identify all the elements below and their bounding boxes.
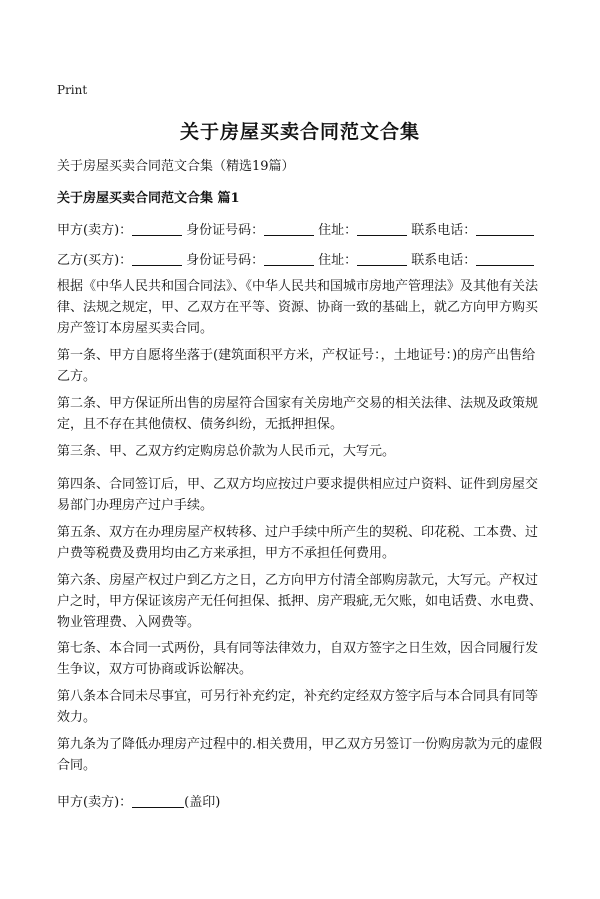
party-b-address-blank xyxy=(357,251,407,266)
party-a-phone-blank xyxy=(476,221,534,236)
paragraph-intro: 根据《中华人民共和国合同法》、《中华人民共和国城市房地产管理法》及其他有关法律、法规之规定，甲、乙双方在平等、资源、协商一致的基础上，就乙方向甲方购买房产签订本房屋买卖合同。 xyxy=(57,279,539,336)
party-b-phone-label: 联系电话： xyxy=(411,253,477,268)
paragraph-article-9: 第九条为了降低办理房产过程中的.相关费用，甲乙双方另签订一份购房款为元的虚假合同。 xyxy=(57,737,543,773)
page-title: 关于房屋买卖合同范文合集 xyxy=(179,121,420,143)
party-a-id-blank xyxy=(264,221,314,236)
paragraph-article-3: 第三条、甲、乙双方约定购房总价款为人民币元，大写元。 xyxy=(57,444,396,459)
document-subtitle: 关于房屋买卖合同范文合集（精选19篇） xyxy=(57,159,295,174)
paragraph-article-6: 第六条、房屋产权过户到乙方之日，乙方向甲方付清全部购房款元，大写元。产权过户之时，甲方保证该房产无任何担保、抵押、房产瑕疵,无欠账，如电话费、水电费、物业管理费、入网费等。 xyxy=(57,573,543,630)
paragraph-article-4: 第四条、合同签订后，甲、乙双方均应按过户要求提供相应过户资料、证件到房屋交易部门办理房产过户手续。 xyxy=(57,477,539,513)
party-a-id-label: 身份证号码： xyxy=(186,223,265,238)
signature-blank xyxy=(132,793,184,808)
party-a-row xyxy=(57,219,538,238)
paragraph-article-2: 第二条、甲方保证所出售的房屋符合国家有关房地产交易的相关法律、法规及政策规定，且不存在其他债权、债务纠纷，无抵押担保。 xyxy=(57,396,539,432)
party-b-label: 乙方(买方)： xyxy=(57,253,133,268)
party-a-address-blank xyxy=(357,221,407,236)
signature-label: 甲方(卖方)： xyxy=(57,795,133,810)
paragraph-article-8: 第八条本合同未尽事宜，可另行补充约定，补充约定经双方签字后与本合同具有同等效力。 xyxy=(57,689,539,725)
party-b-id-label: 身份证号码： xyxy=(186,253,265,268)
party-b-phone-blank xyxy=(476,251,534,266)
party-b-row xyxy=(57,249,538,268)
party-a-phone-label: 联系电话： xyxy=(411,223,477,238)
party-b-name-blank xyxy=(132,251,182,266)
paragraph-article-5: 第五条、双方在办理房屋产权转移、过户手续中所产生的契税、印花税、工本费、过户费等税费及费用均由乙方来承担，甲方不承担任何费用。 xyxy=(57,525,539,561)
party-b-address-label: 住址： xyxy=(318,253,358,268)
section-title: 关于房屋买卖合同范文合集 篇1 xyxy=(57,191,240,206)
paragraph-article-1: 第一条、甲方自愿将坐落于(建筑面积平方米，产权证号：，土地证号：)的房产出售给乙方。 xyxy=(57,348,536,384)
party-b-id-blank xyxy=(264,251,314,266)
party-a-address-label: 住址： xyxy=(318,223,358,238)
party-a-label: 甲方(卖方)： xyxy=(57,223,133,238)
paragraph-article-7: 第七条、本合同一式两份，具有同等法律效力，自双方签字之日生效，因合同履行发生争议，双方可协商或诉讼解决。 xyxy=(57,641,539,677)
signature-line xyxy=(57,791,220,810)
party-a-name-blank xyxy=(132,221,182,236)
print-link[interactable]: Print xyxy=(57,83,88,97)
signature-suffix: (盖印) xyxy=(184,795,221,810)
